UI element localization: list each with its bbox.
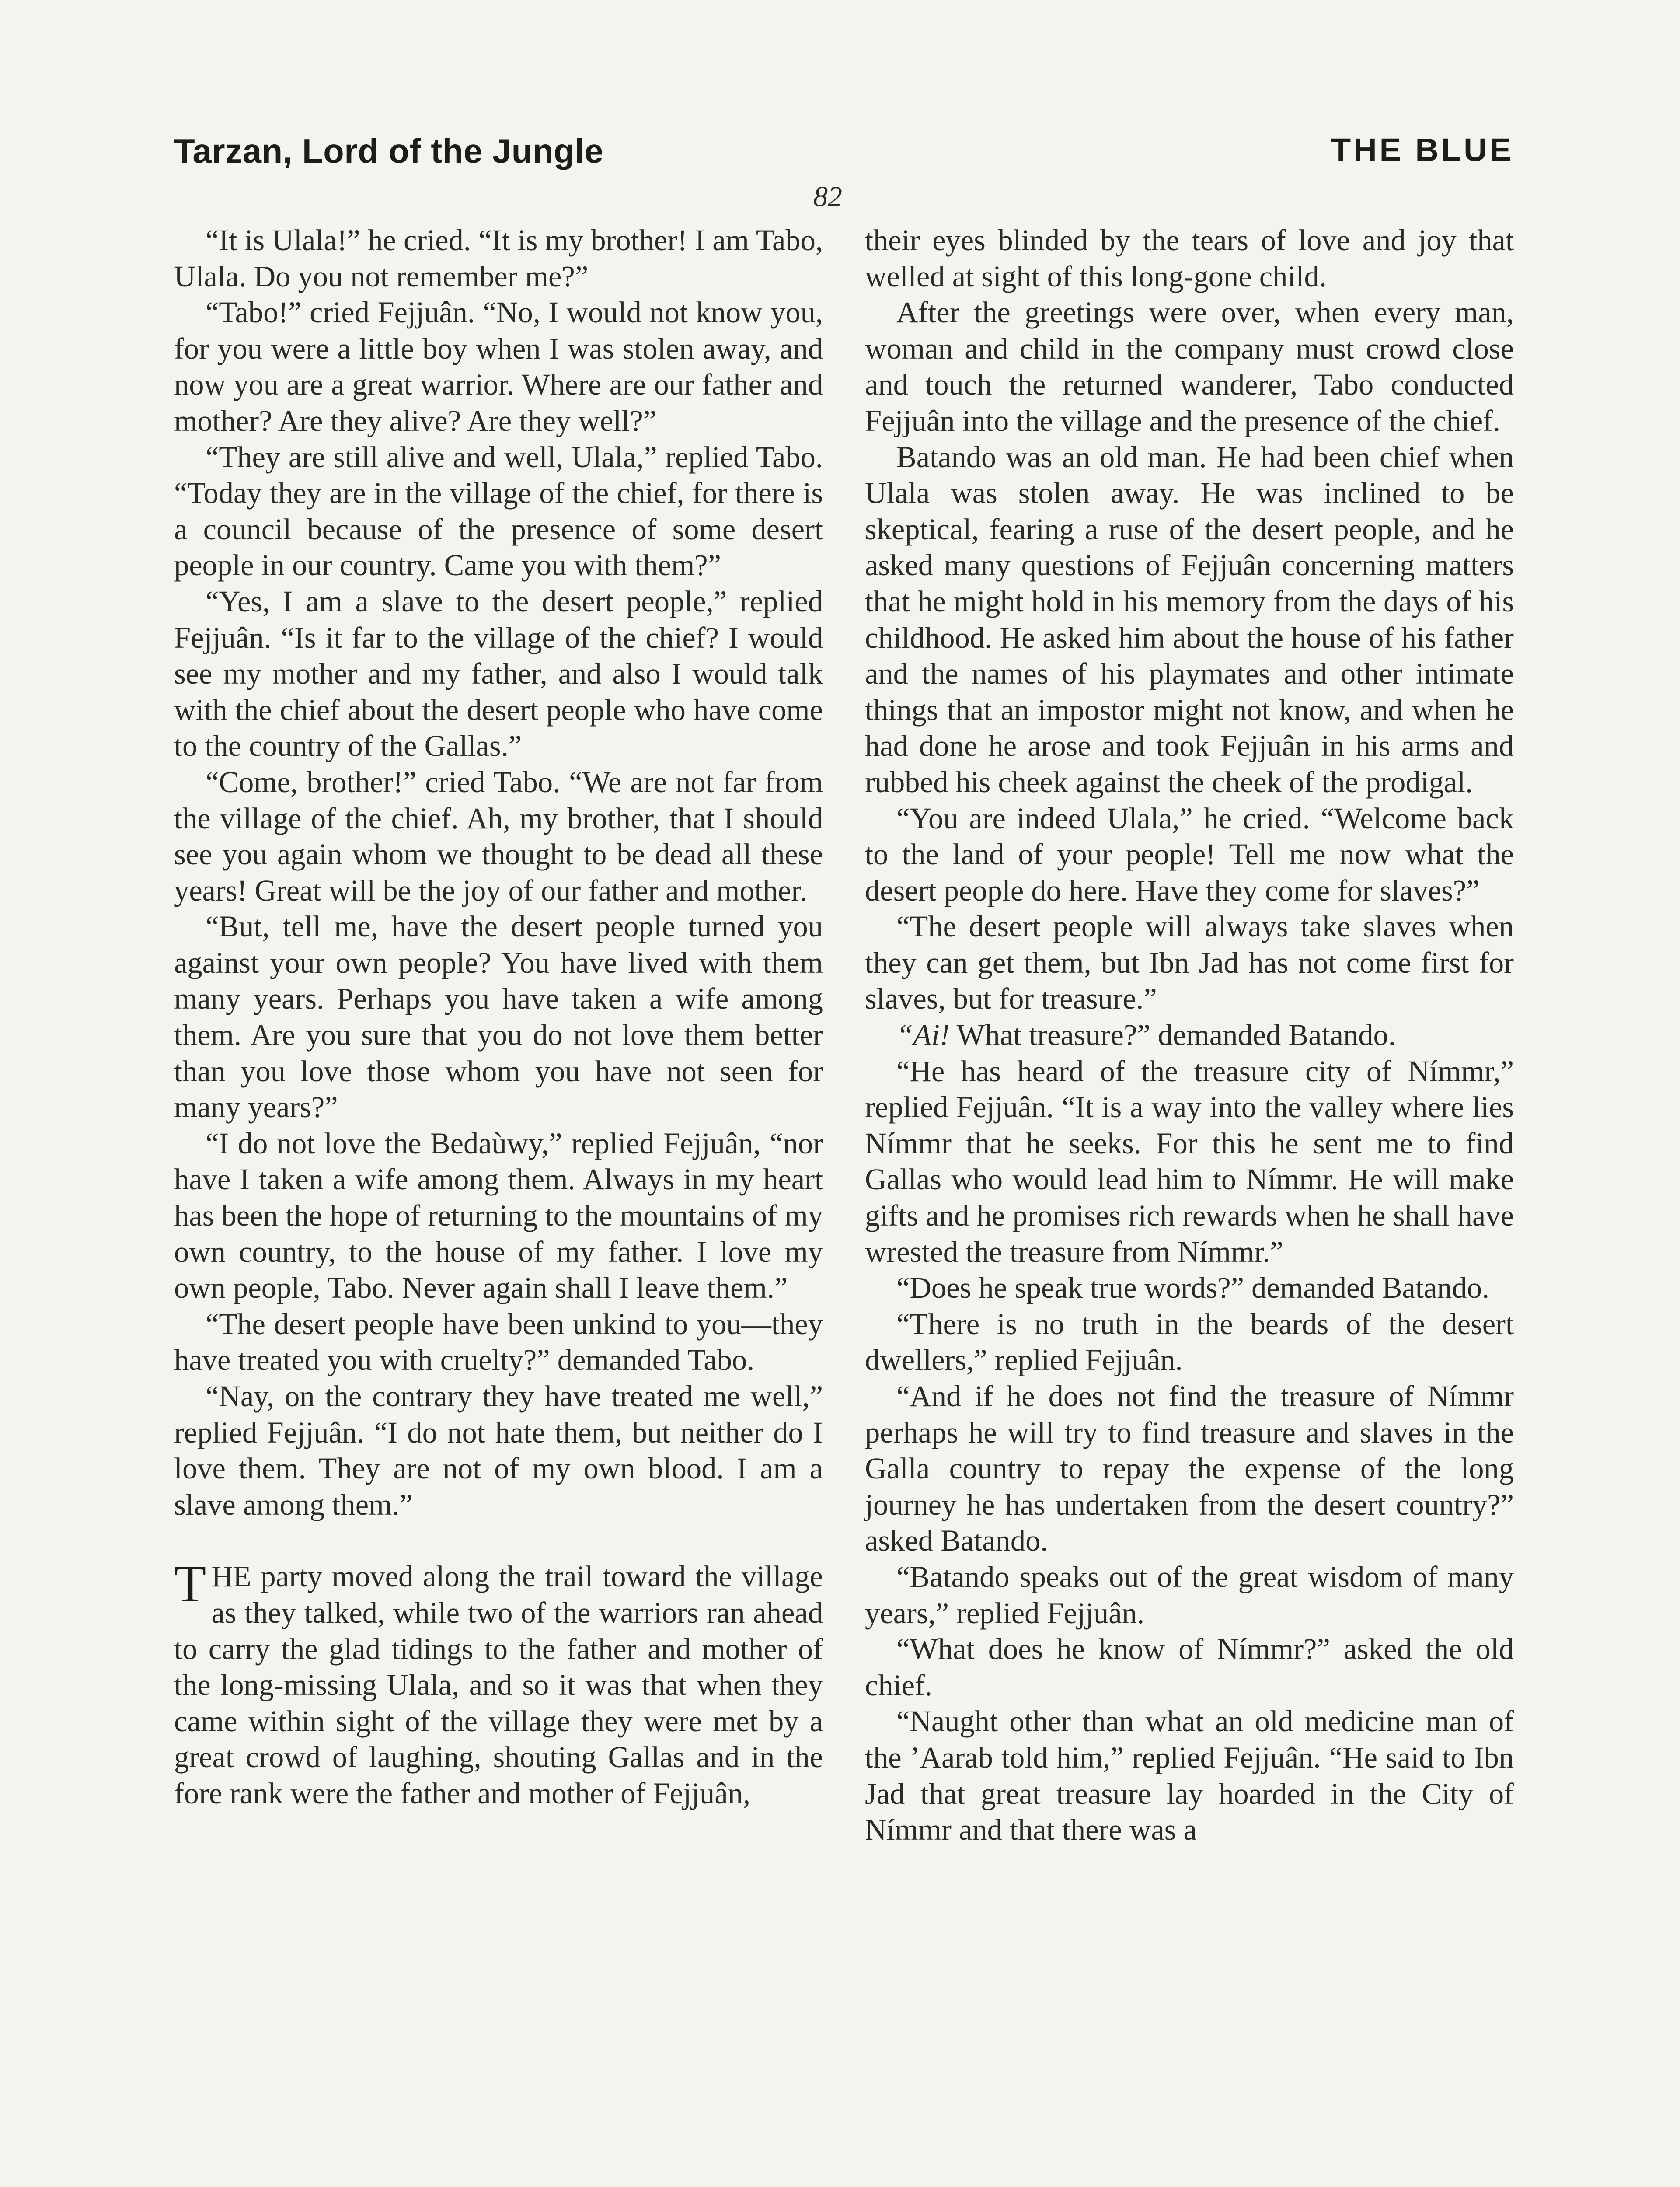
right-column [865,222,1514,1848]
paragraph: “Come, brother!” cried Tabo. “We are not far from the village of the chief. Ah, my brother, that I should see you again whom we thought to be dead all these years! Great will be the joy of our father and mother. [174,765,823,907]
paragraph: “You are indeed Ulala,” he cried. “Welcome back to the land of your people! Tell me now what the desert people do here. Have they come for slaves?” [865,801,1514,907]
story-title: Tarzan, Lord of the Jungle [174,132,604,170]
paragraph: “What does he know of Nímmr?” asked the old chief. [865,1632,1514,1702]
section-text: HE party moved along the trail toward the village as they talked, while two of the warriors ran ahead to carry the glad tidings to the father and mother of the long-missing Ulala, and so it was that when they came within sight of the village they were met by a great crowd of laughing, shouting Gallas and in the fore rank were the father and mother of Fejjuân, [174,1560,823,1810]
paragraph: “And if he does not find the treasure of Nímmr perhaps he will try to find treasure and slaves in the Galla country to repay the expense of the long journey he has undertaken from the desert country?” asked Batando. [865,1380,1514,1558]
left-column [174,222,823,1812]
page-number: 82 [813,181,842,213]
paragraph: After the greetings were over, when every man, woman and child in the company must crowd close and touch the returned wanderer, Tabo conducted Fejjuân into the village and the presence of the chief. [865,296,1514,437]
running-head [174,131,1514,192]
paragraph: “I do not love the Bedaùwy,” replied Fejjuân, “nor have I taken a wife among them. Always in my heart has been the hope of returning to the mountains of my own country, to the house of my father. I love my own people, Tabo. Never again shall I leave them.” [174,1126,823,1305]
paragraph: “Yes, I am a slave to the desert people,” replied Fejjuân. “Is it far to the village of the chief? I would see my mother and my father, and also I would talk with the chief about the desert people who have come to the country of the Gallas.” [174,584,823,763]
paragraph-text: What treasure?” demanded Batando. [949,1018,1396,1052]
paragraph: “He has heard of the treasure city of Nímmr,” replied Fejjuân. “It is a way into the valley where lies Nímmr that he seeks. For this he sent me to find Gallas who would lead him to Nímmr. He will make gifts and he promises rich rewards when he shall have wrested the treasure from Nímmr.” [865,1054,1514,1268]
paragraph: “Does he speak true words?” demanded Batando. [896,1271,1490,1305]
paragraph: “They are still alive and well, Ulala,” replied Tabo. “Today they are in the village of the chief, for there is a council because of the presence of some desert people in our country. Came you with them?” [174,440,823,582]
drop-cap: T [174,1555,206,1613]
exclamation-ai: “Ai! [896,1018,950,1052]
continued-paragraph: their eyes blinded by the tears of love and joy that welled at sight of this long-gone child. [865,224,1514,293]
section-paragraph [174,1555,823,1811]
magazine-name: THE BLUE [1331,132,1514,168]
paragraph: “But, tell me, have the desert people turned you against your own people? You have lived with them many years. Perhaps you have taken a wife among them. Are you sure that you do not love them better than you love those whom you have not seen for many years?” [174,910,823,1124]
paragraph: “Nay, on the contrary they have treated me well,” replied Fejjuân. “I do not hate them, but neither do I love them. They are not of my own blood. I am a slave among them.” [174,1380,823,1521]
paragraph: “The desert people will always take slaves when they can get them, but Ibn Jad has not come first for slaves, but for treasure.” [865,910,1514,1016]
paragraph: “The desert people have been unkind to you—they have treated you with cruelty?” demanded Tabo. [174,1307,823,1377]
paragraph: “Batando speaks out of the great wisdom of many years,” replied Fejjuân. [865,1560,1514,1630]
paragraph: “It is Ulala!” he cried. “It is my brother! I am Tabo, Ulala. Do you not remember me?” [174,224,823,293]
paragraph: “There is no truth in the beards of the desert dwellers,” replied Fejjuân. [865,1307,1514,1377]
paragraph: “Naught other than what an old medicine man of the ’Aarab told him,” replied Fejjuân. “He said to Ibn Jad that great treasure lay hoarded in the City of Nímmr and that there was a [865,1705,1514,1847]
paragraph [865,1017,1514,1053]
paragraph: “Tabo!” cried Fejjuân. “No, I would not know you, for you were a little boy when I was stolen away, and now you are a great warrior. Where are our father and mother? Are they alive? Are they well?” [174,296,823,437]
paragraph: Batando was an old man. He had been chief when Ulala was stolen away. He was inclined to be skeptical, fearing a ruse of the desert people, and he asked many questions of Fejjuân concerning matters that he might hold in his memory from the days of his childhood. He asked him about the house of his father and the names of his playmates and other intimate things that an impostor might not know, and when he had done he arose and took Fejjuân in his arms and rubbed his cheek against the cheek of the prodigal. [865,440,1514,799]
